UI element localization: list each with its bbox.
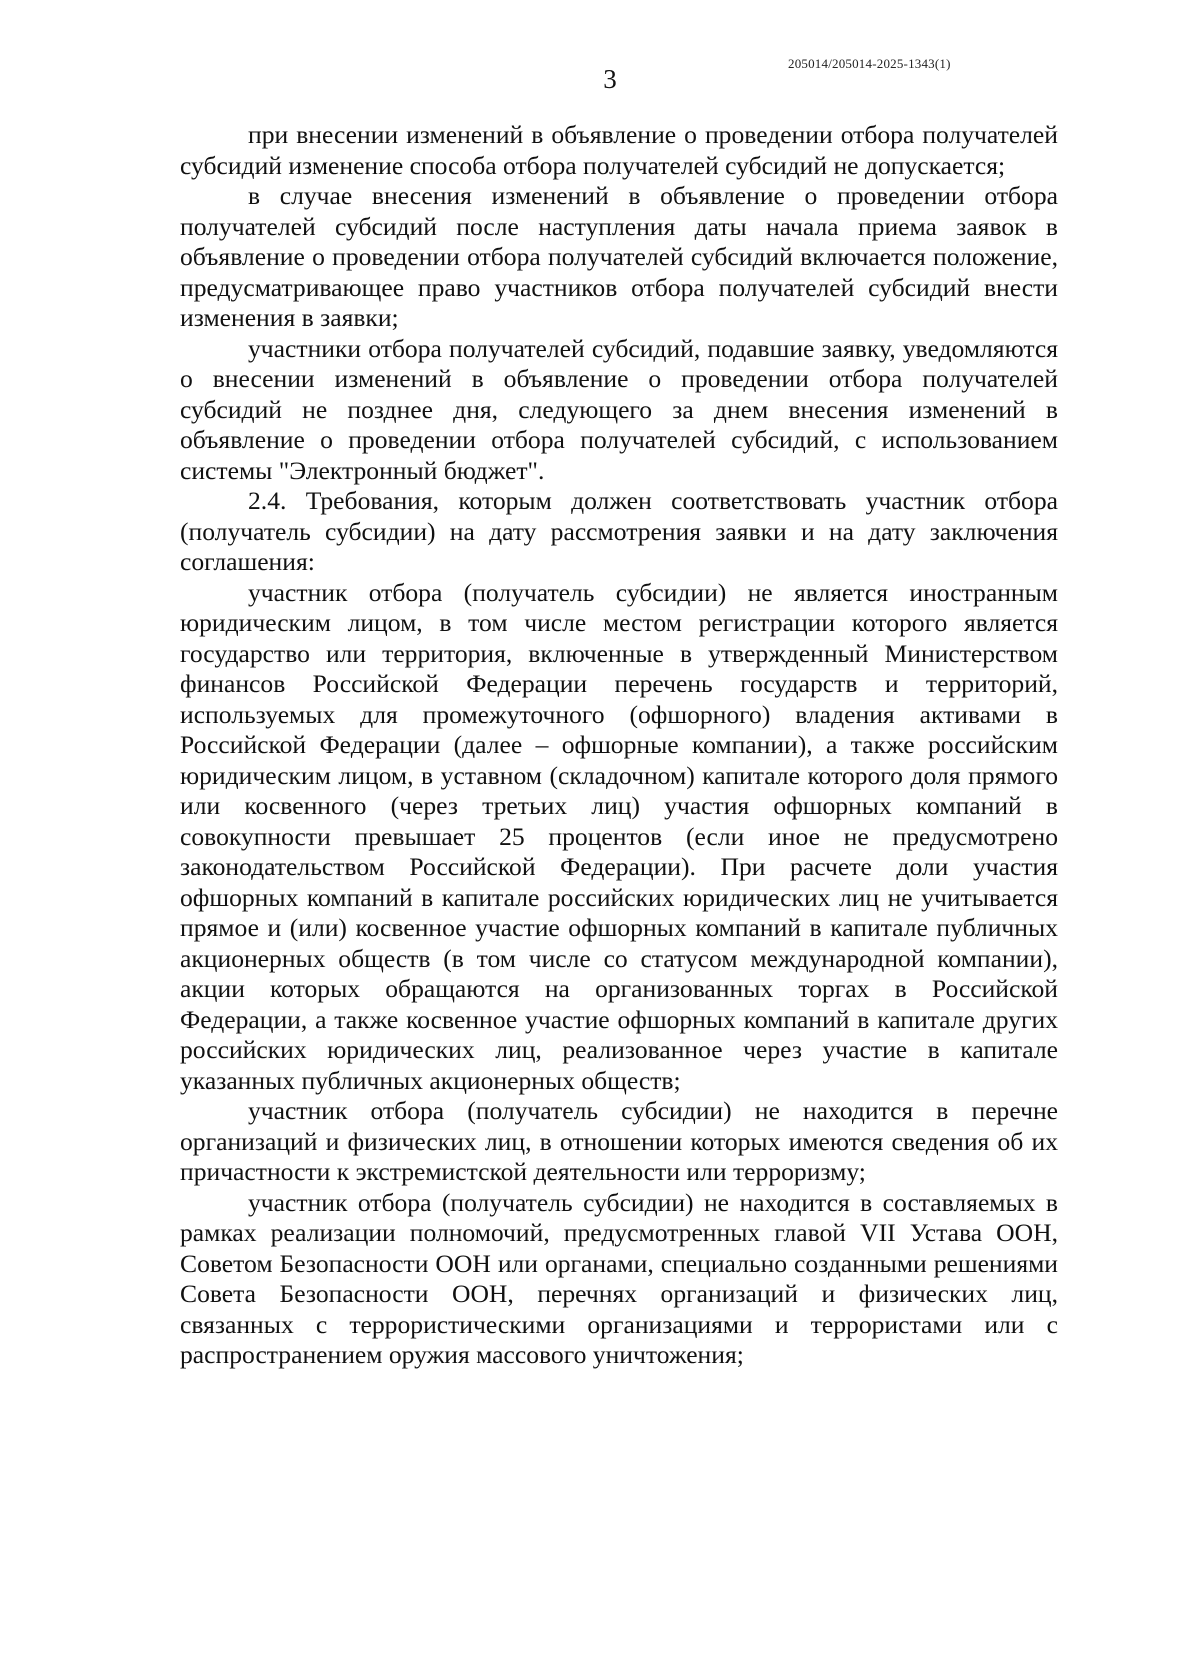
- paragraph-participants-notification: участники отбора получателей субсидий, подавшие заявку, уведомляются о внесении изменений в объявление о проведении отбора получателей субсидий не позднее дня, следующего за днем внесения изменений в объявление о проведении отбора получателей субсидий, с использованием системы "Электронный бюджет".: [180, 333, 1058, 485]
- paragraph-offshore-requirement: участник отбора (получатель субсидии) не является иностранным юридическим лицом, в том числе местом регистрации которого является государство или территория, включенные в утвержденный Министерством финансов Российской Федерации перечень государств и территорий, используемых для промежуточного (офшорного) владения активами в Российской Федерации (далее – офшорные компании), а также российским юридическим лицом, в уставном (складочном) капитале которого доля прямого или косвенного (через третьих лиц) участия офшорных компаний в совокупности превышает 25 процентов (если иное не предусмотрено законодательством Российской Федерации). При расчете доли участия офшорных компаний в капитале российских юридических лиц не учитывается прямое и (или) косвенное участие офшорных компаний в капитале публичных акционерных обществ (в том числе со статусом международной компании), акции которых обращаются на организованных торгах в Российской Федерации, а также косвенное участие офшорных компаний в капитале других российских юридических лиц, реализованное через участие в капитале указанных публичных акционерных обществ;: [180, 577, 1058, 1095]
- paragraph-extremism-list-requirement: участник отбора (получатель субсидии) не находится в перечне организаций и физических лиц, в отношении которых имеются сведения об их причастности к экстремистской деятельности или терроризму;: [180, 1096, 1058, 1186]
- paragraph-section-2-4-requirements: 2.4. Требования, которым должен соответствовать участник отбора (получатель субсидии) на дату рассмотрения заявки и на дату заключения соглашения:: [180, 486, 1058, 576]
- document-registration-code: 205014/205014-2025-1343(1): [788, 56, 951, 71]
- paragraph-un-sanctions-requirement: участник отбора (получатель субсидии) не находится в составляемых в рамках реализации полномочий, предусмотренных главой VII Устава ООН, Советом Безопасности ООН или органами, специально созданными решениями Совета Безопасности ООН, перечнях организаций и физических лиц, связанных с террористическими организациями и террористами или с распространением оружия массового уничтожения;: [180, 1187, 1058, 1369]
- paragraph-change-after-application-start: в случае внесения изменений в объявление о проведении отбора получателей субсидий после наступления даты начала приема заявок в объявление о проведении отбора получателей субсидий включается положение, предусматривающее право участников отбора получателей субсидий внести изменения в заявки;: [180, 181, 1058, 332]
- paragraph-no-change-of-selection-method: при внесении изменений в объявление о проведении отбора получателей субсидий изменение способа отбора получателей субсидий не допускается;: [180, 120, 1058, 180]
- document-body: [180, 120, 1058, 1371]
- page-number: 3: [603, 64, 617, 94]
